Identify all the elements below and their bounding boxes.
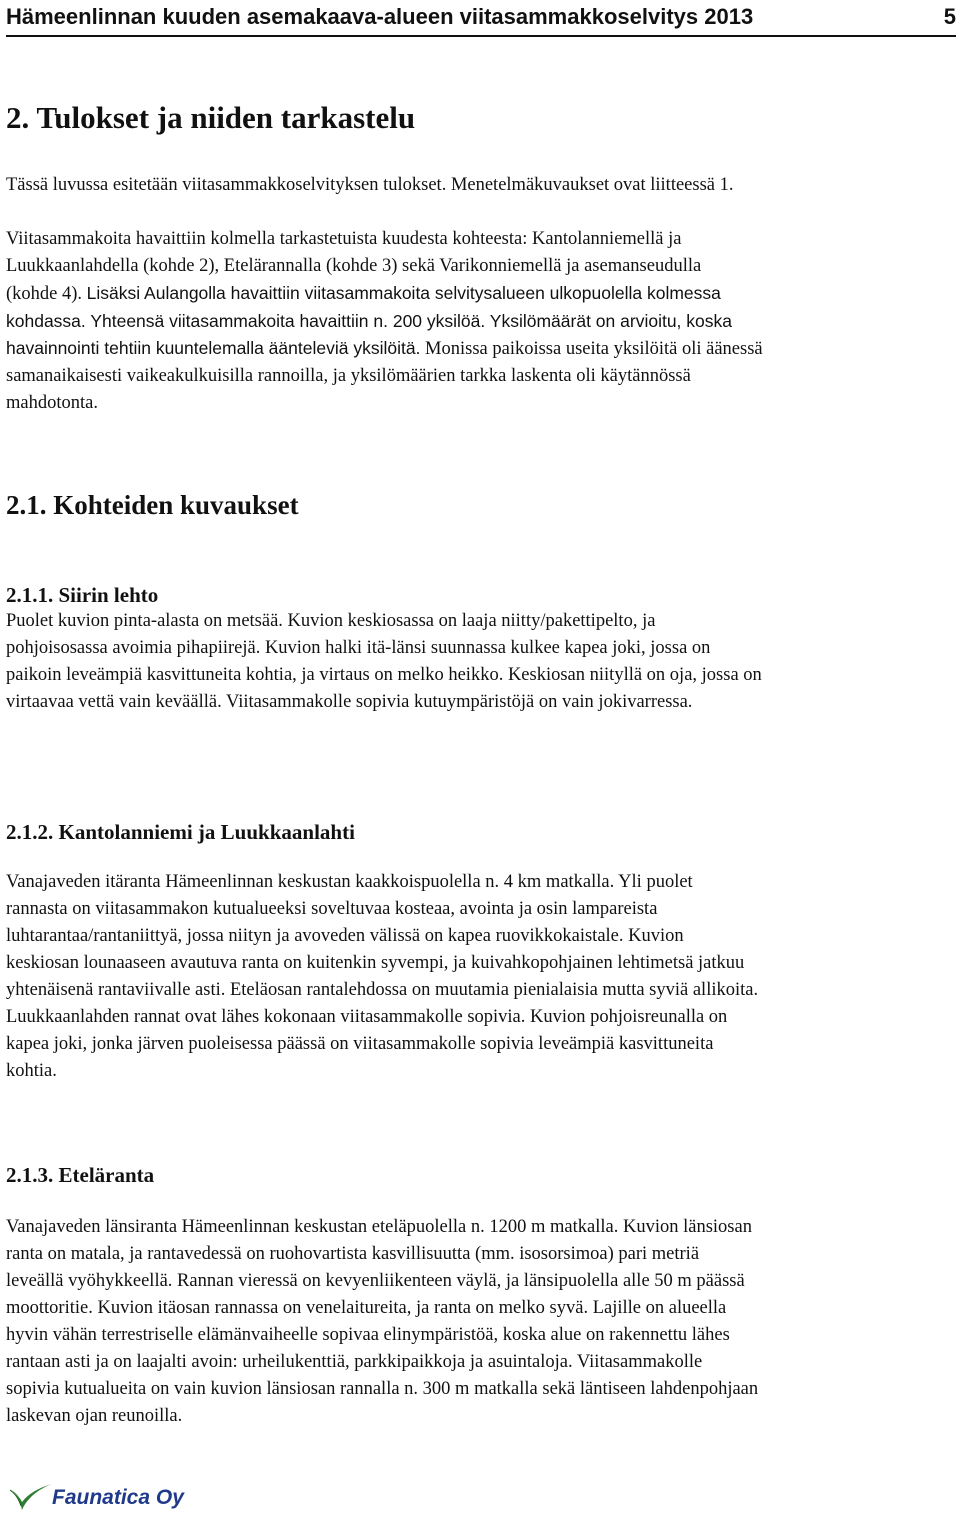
section-heading-2-1-1: 2.1.1. Siirin lehto <box>6 583 159 607</box>
faunatica-logo <box>6 1482 206 1514</box>
paragraph-line: yhtenäisenä rantaviivalle asti. Eteläosan rantalehdossa on muutamia pienialaisia mutta syviä allikoita. <box>6 980 759 1000</box>
paragraph-line: Luukkaanlahden rannat ovat lähes kokonaan viitasammakolle sopivia. Kuvion pohjoisreunalla on <box>6 1007 728 1027</box>
intro-paragraph-2 <box>6 226 956 417</box>
intro-line <box>6 280 956 308</box>
intro-paragraph-1 <box>6 172 956 199</box>
intro-line: samanaikaisesti vaikeakulkuisilla rannoilla, ja yksilömäärien tarkka laskenta oli käytännössä <box>6 366 691 386</box>
header-title: Hämeenlinnan kuuden asemakaava-alueen viitasammakkoselvitys 2013 <box>6 4 754 29</box>
intro-line: Viitasammakoita havaittiin kolmella tarkastetuista kuudesta kohteesta: Kantolanniemellä ja <box>6 229 682 249</box>
intro-line <box>6 335 956 363</box>
intro-text: Tässä luvussa esitetään viitasammakkoselvityksen tulokset. Menetelmäkuvaukset ovat liitteessä 1. <box>6 175 734 195</box>
paragraph-line: rannasta on viitasammakon kutualueeksi soveltuvaa kosteaa, avointa ja osin lampareista <box>6 899 658 919</box>
paragraph-line: kohtia. <box>6 1061 57 1081</box>
paragraph-line: virtaavaa vettä vain keväällä. Viitasammakolle sopivia kutuympäristöjä on vain jokivarressa. <box>6 692 693 712</box>
section-heading-2-1-2: 2.1.2. Kantolanniemi ja Luukkaanlahti <box>6 820 355 844</box>
intro-fragment: (kohde 4). <box>6 284 83 304</box>
paragraph-line: Puolet kuvion pinta-alasta on metsää. Kuvion keskiosassa on laaja niitty/pakettipelto, ja <box>6 611 656 631</box>
section-heading-2-1-3: 2.1.3. Eteläranta <box>6 1163 155 1187</box>
intro-line: Luukkaanlahdella (kohde 2), Etelärannalla (kohde 3) sekä Varikonniemellä ja asemanseudulla <box>6 256 702 276</box>
intro-fragment: Monissa paikoissa useita yksilöitä oli äänessä <box>425 339 763 359</box>
intro-fragment: havainnointi tehtiin kuuntelemalla äänteleviä yksilöitä. <box>6 338 421 358</box>
intro-fragment: Lisäksi Aulangolla havaittiin viitasammakoita selvitysalueen ulkopuolella kolmessa <box>86 283 721 303</box>
section-2-1-2-paragraph <box>6 869 956 1085</box>
paragraph-line: Vanajaveden länsiranta Hämeenlinnan keskustan eteläpuolella n. 1200 m matkalla. Kuvion länsiosan <box>6 1217 752 1237</box>
paragraph-line: ranta on matala, ja rantavedessä on ruohovartista kasvillisuutta (mm. isosorsimoa) pari metriä <box>6 1244 700 1264</box>
paragraph-line: leveällä vyöhykkeellä. Rannan vieressä on kevyenliikenteen väylä, ja länsipuolella alle 50 m päässä <box>6 1271 745 1291</box>
section-heading-2-1: 2.1. Kohteiden kuvaukset <box>6 490 299 520</box>
paragraph-line: moottoritie. Kuvion itäosan rannassa on venelaitureita, ja ranta on melko syvä. Lajille on alueella <box>6 1298 727 1318</box>
paragraph-line: hyvin vähän terrestriselle elämänvaiheelle sopivaa elinympäristöä, koska alue on rakennettu lähes <box>6 1325 730 1345</box>
page-number: 5 <box>943 4 956 29</box>
paragraph-line: laskevan ojan reunoilla. <box>6 1406 183 1426</box>
section-2-1-1-paragraph <box>6 608 956 716</box>
page-header <box>6 0 956 40</box>
paragraph-line: kapea joki, jonka järven puoleisessa päässä on viitasammakolle sopivia leveämpiä kasvittuneita <box>6 1034 714 1054</box>
paragraph-line: rantaan asti ja on laajalti avoin: urheilukenttiä, parkkipaikkoja ja asuintaloja. Viitasammakolle <box>6 1352 703 1372</box>
section-2-1-3-paragraph <box>6 1214 956 1430</box>
logo-text: Faunatica Oy <box>52 1486 184 1509</box>
paragraph-line: paikoin leveämpiä kasvittuneita kohtia, ja virtaus on melko heikko. Keskiosan niityllä on oja, jossa on <box>6 665 762 685</box>
paragraph-line: pohjoisosassa avoimia pihapiirejä. Kuvion halki itä-länsi suunnassa kulkee kapea joki, jossa on <box>6 638 711 658</box>
intro-line: kohdassa. Yhteensä viitasammakoita havaittiin n. 200 yksilöä. Yksilömäärät on arvioitu, koska <box>6 311 732 331</box>
chapter-heading: 2. Tulokset ja niiden tarkastelu <box>6 100 416 135</box>
header-rule <box>6 35 956 37</box>
paragraph-line: luhtarantaa/rantaniittyä, jossa niityn ja avoveden välissä on kapea ruovikkokaistale. Kuvion <box>6 926 684 946</box>
intro-line: mahdotonta. <box>6 393 98 413</box>
paragraph-line: sopivia kutualueita on vain kuvion länsiosan rannalla n. 300 m matkalla sekä läntiseen lahdenpohjaan <box>6 1379 759 1399</box>
paragraph-line: Vanajaveden itäranta Hämeenlinnan keskustan kaakkoispuolella n. 4 km matkalla. Yli puolet <box>6 872 693 892</box>
paragraph-line: keskiosan lounaaseen avautuva ranta on kuitenkin syvempi, ja kuivahkopohjainen lehtimetsä jatkuu <box>6 953 745 973</box>
bird-icon <box>6 1482 54 1514</box>
